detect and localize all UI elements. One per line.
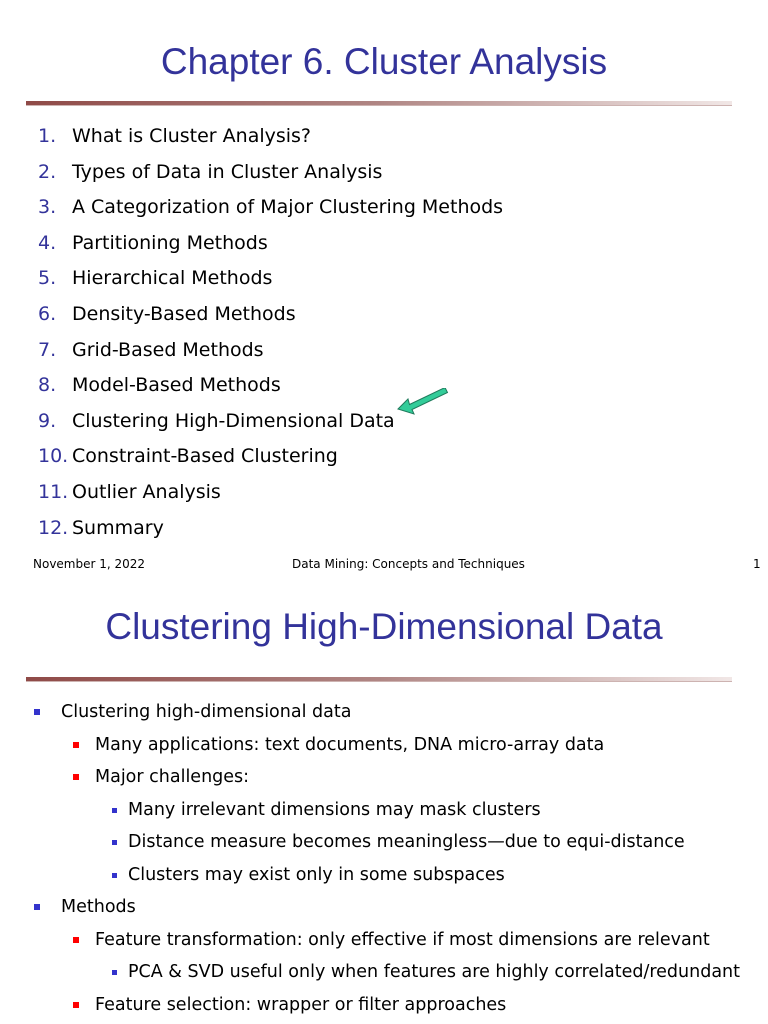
toc-text: Hierarchical Methods	[72, 267, 273, 290]
bullet-square-icon	[34, 904, 40, 910]
bullet-text: Many applications: text documents, DNA micro-array data	[95, 734, 605, 755]
toc-text: Outlier Analysis	[72, 480, 221, 503]
table-of-contents	[38, 122, 503, 549]
toc-text: Constraint-Based Clustering	[72, 445, 338, 468]
bullet-text: Many irrelevant dimensions may mask clusters	[128, 799, 541, 820]
bullet-square-icon	[73, 937, 79, 943]
toc-number: 10.	[38, 445, 69, 468]
bullet-item	[0, 763, 768, 796]
toc-item	[38, 300, 503, 336]
footer-title: Data Mining: Concepts and Techniques	[292, 557, 525, 571]
toc-number: 8.	[38, 374, 57, 397]
toc-text: Density-Based Methods	[72, 302, 296, 325]
toc-number: 12.	[38, 516, 69, 539]
bullet-square-icon	[112, 808, 117, 813]
toc-item	[38, 336, 503, 372]
bullet-text: PCA & SVD useful only when features are highly correlated/redundant	[128, 962, 741, 982]
toc-number: 5.	[38, 267, 57, 290]
toc-number: 11.	[38, 480, 69, 503]
bullet-text: Clusters may exist only in some subspaces	[128, 864, 505, 885]
bullet-item	[0, 893, 768, 926]
toc-text: Grid-Based Methods	[72, 338, 264, 361]
toc-number: 3.	[38, 196, 57, 219]
footer-date: November 1, 2022	[33, 557, 146, 571]
bullet-square-icon	[112, 970, 117, 975]
bullet-item	[0, 991, 768, 1024]
toc-number: 1.	[38, 125, 57, 147]
bullet-item	[0, 828, 768, 861]
bullet-item	[0, 731, 768, 764]
bullet-square-icon	[112, 840, 117, 845]
toc-item	[38, 193, 503, 229]
bullet-square-icon	[73, 742, 79, 748]
bullet-list	[0, 698, 768, 1023]
title-divider	[26, 101, 732, 106]
toc-text: What is Cluster Analysis?	[72, 125, 312, 147]
toc-item	[38, 264, 503, 300]
bullet-item	[0, 861, 768, 894]
bullet-text: Feature transformation: only effective if most dimensions are relevant	[95, 929, 710, 950]
bullet-text: Methods	[61, 897, 136, 917]
slide-title: Chapter 6. Cluster Analysis	[160, 41, 608, 82]
bullet-item	[0, 796, 768, 829]
bullet-item	[0, 926, 768, 959]
toc-item	[38, 514, 503, 550]
bullet-item	[0, 958, 768, 991]
toc-text: Clustering High-Dimensional Data	[72, 409, 395, 432]
bullet-square-icon	[34, 709, 40, 715]
toc-text: A Categorization of Major Clustering Methods	[72, 196, 504, 219]
slide-2	[0, 580, 768, 1024]
toc-text: Model-Based Methods	[72, 374, 281, 397]
toc-number: 7.	[38, 338, 57, 361]
bullet-text: Distance measure becomes meaningless—due to equi-distance	[128, 832, 685, 852]
page-number: 1	[753, 557, 761, 571]
bullet-text: Clustering high-dimensional data	[61, 702, 352, 722]
toc-item	[38, 158, 503, 194]
bullet-item	[0, 698, 768, 731]
bullet-text: Major challenges:	[95, 767, 250, 787]
toc-text: Summary	[72, 516, 164, 539]
bullet-text: Feature selection: wrapper or filter approaches	[95, 994, 507, 1015]
toc-text: Types of Data in Cluster Analysis	[72, 160, 383, 183]
title-divider	[26, 677, 732, 682]
toc-number: 2.	[38, 160, 57, 183]
toc-text: Partitioning Methods	[72, 231, 268, 254]
arrow-left-icon	[396, 388, 450, 416]
toc-number: 4.	[38, 231, 57, 254]
slide-title: Clustering High-Dimensional Data	[105, 606, 663, 647]
toc-number: 9.	[38, 409, 57, 432]
toc-item	[38, 229, 503, 265]
bullet-square-icon	[112, 873, 117, 878]
bullet-square-icon	[73, 774, 79, 780]
toc-item	[38, 442, 503, 478]
bullet-square-icon	[73, 1002, 79, 1008]
toc-item	[38, 122, 503, 158]
toc-number: 6.	[38, 302, 57, 325]
toc-item	[38, 478, 503, 514]
